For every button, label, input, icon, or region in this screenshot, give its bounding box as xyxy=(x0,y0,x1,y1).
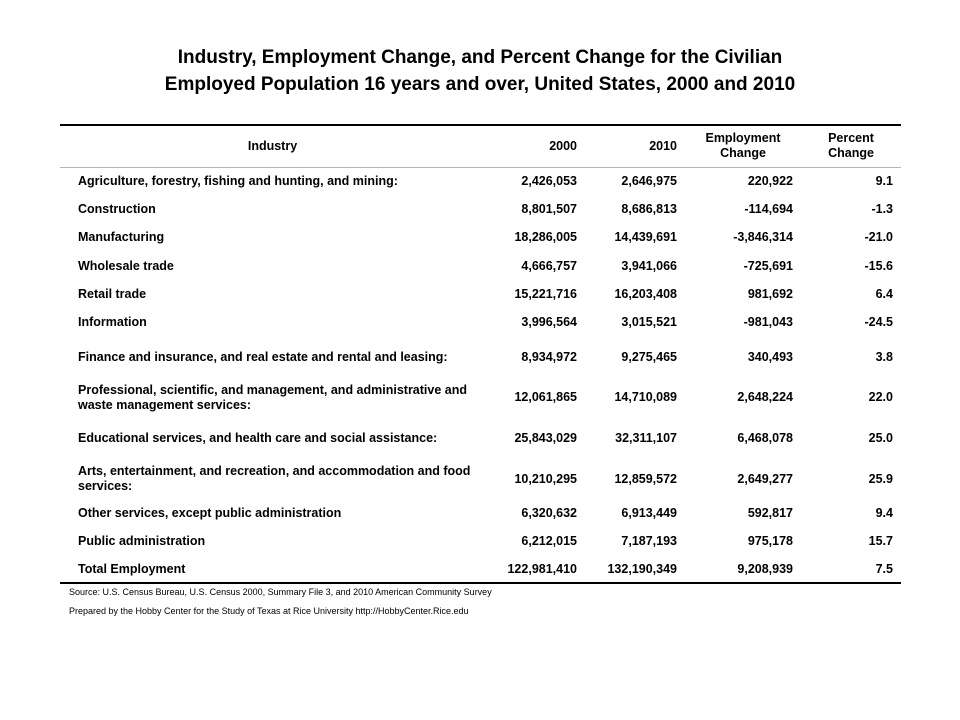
employment-table-container xyxy=(60,124,901,584)
value-2010-cell: 12,859,572 xyxy=(614,471,677,486)
percent-change-cell: -24.5 xyxy=(864,315,893,330)
value-2000-cell: 2,426,053 xyxy=(521,173,577,188)
total-2010-cell: 132,190,349 xyxy=(607,561,677,576)
value-2000-cell: 8,801,507 xyxy=(521,201,577,216)
page-title xyxy=(0,44,960,98)
title-line-2: Employed Population 16 years and over, United States, 2000 and 2010 xyxy=(164,74,796,95)
value-2000-cell: 12,061,865 xyxy=(514,390,577,405)
value-2010-cell: 14,439,691 xyxy=(614,230,677,245)
value-2000-cell: 10,210,295 xyxy=(514,471,577,486)
industry-cell: Finance and insurance, and real estate and rental and leasing: xyxy=(78,349,448,364)
percent-change-cell: 3.8 xyxy=(875,349,893,364)
value-2010-cell: 6,913,449 xyxy=(621,506,677,521)
percent-change-cell: 15.7 xyxy=(868,534,893,549)
total-row xyxy=(60,556,901,583)
value-2000-cell: 8,934,972 xyxy=(521,349,577,364)
employment-change-cell: 220,922 xyxy=(747,173,793,188)
table-row xyxy=(60,224,901,252)
table-row xyxy=(60,167,901,195)
total-2000-cell: 122,981,410 xyxy=(507,561,577,576)
total-change-cell: 9,208,939 xyxy=(737,561,793,576)
header-percent-change xyxy=(801,125,901,167)
source-note: Source: U.S. Census Bureau, U.S. Census 2000, Summary File 3, and 2010 American Community Survey xyxy=(69,587,492,597)
employment-change-cell: -3,846,314 xyxy=(733,230,793,245)
table-row xyxy=(60,252,901,280)
total-label-cell: Total Employment xyxy=(78,561,186,576)
industry-cell: Professional, scientific, and management, and administrative and waste management services: xyxy=(78,382,467,412)
percent-change-cell: 25.0 xyxy=(868,431,893,445)
value-2010-cell: 16,203,408 xyxy=(614,286,677,301)
industry-cell: Other services, except public administration xyxy=(78,506,342,521)
table-row xyxy=(60,280,901,308)
header-percent-change-line2: Change xyxy=(828,146,874,161)
employment-change-cell: 2,648,224 xyxy=(737,390,793,405)
header-employment-change-line2: Change xyxy=(720,146,766,161)
employment-table xyxy=(60,124,901,584)
table-row xyxy=(60,195,901,223)
value-2010-cell: 7,187,193 xyxy=(621,534,677,549)
value-2010-cell: 8,686,813 xyxy=(621,201,677,216)
industry-cell: Public administration xyxy=(78,534,206,549)
employment-change-cell: -981,043 xyxy=(743,315,793,330)
employment-change-cell: 592,817 xyxy=(747,506,793,521)
header-row xyxy=(60,125,901,167)
table-row xyxy=(60,377,901,418)
industry-cell: Agriculture, forestry, fishing and hunting, and mining: xyxy=(78,173,398,188)
value-2010-cell: 3,941,066 xyxy=(621,258,677,273)
employment-change-cell: 6,468,078 xyxy=(737,431,793,445)
value-2000-cell: 3,996,564 xyxy=(521,315,577,330)
value-2000-cell: 18,286,005 xyxy=(514,230,577,245)
header-employment-change-line1: Employment xyxy=(705,131,781,146)
table-header xyxy=(60,125,901,167)
industry-cell: Arts, entertainment, and recreation, and accommodation and food services: xyxy=(78,464,471,494)
industry-cell: Construction xyxy=(78,201,156,216)
percent-change-cell: -15.6 xyxy=(864,258,893,273)
header-2010: 2010 xyxy=(585,125,685,167)
percent-change-cell: 6.4 xyxy=(875,286,893,301)
table-row xyxy=(60,528,901,556)
prepared-by-note: Prepared by the Hobby Center for the Study of Texas at Rice University http://HobbyCenter.Rice.edu xyxy=(69,606,469,616)
industry-cell: Manufacturing xyxy=(78,230,165,245)
table-row xyxy=(60,337,901,378)
value-2000-cell: 15,221,716 xyxy=(514,286,577,301)
footnotes xyxy=(69,583,492,621)
percent-change-cell: -21.0 xyxy=(864,230,893,245)
value-2000-cell: 6,212,015 xyxy=(521,534,577,549)
employment-change-cell: 981,692 xyxy=(747,286,793,301)
industry-cell: Information xyxy=(78,315,147,330)
employment-change-cell: 340,493 xyxy=(747,349,793,364)
industry-cell: Educational services, and health care and social assistance: xyxy=(78,431,438,445)
table-row xyxy=(60,308,901,336)
percent-change-cell: 9.4 xyxy=(875,506,893,521)
header-percent-change-line1: Percent xyxy=(828,131,874,146)
title-line-1: Industry, Employment Change, and Percent Change for the Civilian xyxy=(177,47,783,68)
header-industry: Industry xyxy=(60,125,485,167)
percent-change-cell: 25.9 xyxy=(868,471,893,486)
value-2010-cell: 2,646,975 xyxy=(621,173,677,188)
total-percent-cell: 7.5 xyxy=(875,561,893,576)
table-row xyxy=(60,418,901,459)
employment-change-cell: -114,694 xyxy=(744,201,793,216)
table-row xyxy=(60,459,901,500)
value-2010-cell: 3,015,521 xyxy=(621,315,677,330)
value-2010-cell: 32,311,107 xyxy=(615,431,677,445)
industry-cell: Wholesale trade xyxy=(78,258,174,273)
value-2000-cell: 25,843,029 xyxy=(514,431,577,445)
table-row xyxy=(60,500,901,528)
table-body xyxy=(60,167,901,583)
percent-change-cell: 22.0 xyxy=(868,390,893,405)
employment-change-cell: -725,691 xyxy=(743,258,793,273)
percent-change-cell: 9.1 xyxy=(875,173,893,188)
percent-change-cell: -1.3 xyxy=(871,201,893,216)
value-2000-cell: 6,320,632 xyxy=(521,506,577,521)
industry-cell: Retail trade xyxy=(78,286,147,301)
value-2010-cell: 14,710,089 xyxy=(614,390,677,405)
value-2010-cell: 9,275,465 xyxy=(621,349,677,364)
employment-change-cell: 975,178 xyxy=(747,534,793,549)
employment-change-cell: 2,649,277 xyxy=(737,471,793,486)
header-employment-change xyxy=(685,125,801,167)
header-2000: 2000 xyxy=(485,125,585,167)
value-2000-cell: 4,666,757 xyxy=(521,258,577,273)
